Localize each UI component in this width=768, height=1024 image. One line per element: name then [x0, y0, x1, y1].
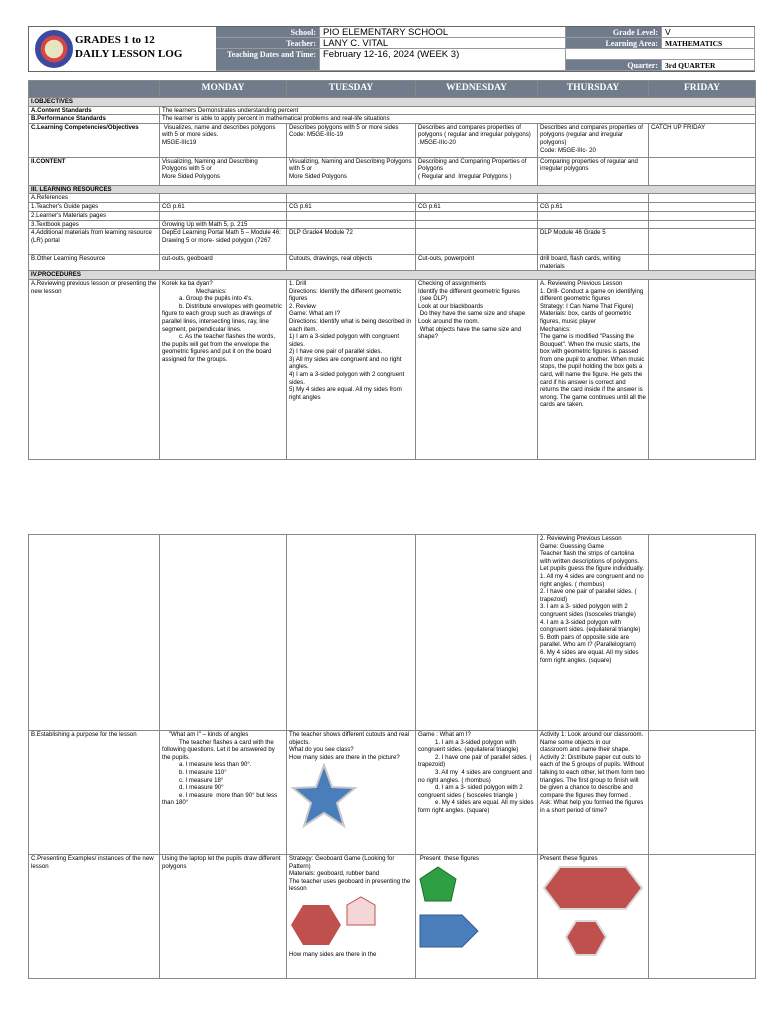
tb-friday [649, 220, 756, 229]
references-label: A.References [29, 194, 160, 203]
other-thursday: drill board, flash cards, writing materials [538, 255, 649, 271]
present-monday: Using the laptop let the pupils draw different polygons [160, 855, 287, 979]
tg-thursday: CG p.61 [538, 202, 649, 211]
review-cont-friday [649, 535, 756, 731]
grade-level-label: Grade Level: [566, 27, 662, 38]
learners-materials-label: 2.Learner's Materials pages [29, 211, 160, 220]
day-header-wednesday: WEDNESDAY [416, 81, 538, 98]
present-thursday-cell [538, 855, 649, 979]
lesson-table-page-2 [28, 534, 756, 979]
content-wednesday: Describing and Comparing Properties of Polygons ( Regular and Irregular Polygons ) [416, 157, 538, 185]
teacher-label: Teacher: [216, 38, 320, 49]
review-thursday: A. Reviewing Previous Lesson 1. Drill- Conduct a game on identifying different geometric figures Strategy: I Can Name That Figure) Materials: box, cards of geometric figures, music player Mechanics: The game is modified "Passing the Bouquet". When the music starts, the box with geometric figures is passed from one pupil to another. When music stops, the pupil holding the box gets a card, will name the figure. He gets the card if his answer is correct and returns the card inside if the answer is wrong. The game continues until all the cards are taken. [538, 279, 649, 459]
content-friday [649, 157, 756, 185]
header-info-grid [216, 27, 755, 71]
thursday-figures [540, 865, 646, 975]
review-cont-tuesday [287, 535, 416, 731]
day-header-thursday: THURSDAY [538, 81, 649, 98]
title-line-1: GRADES 1 to 12 [75, 34, 155, 46]
blue-arrow-pentagon-figure [420, 915, 478, 947]
lesson-log-header [28, 26, 755, 72]
review-friday [649, 279, 756, 459]
content-monday: Visualizing, Naming and Describing Polygons with 5 or More Sided Polygons [160, 157, 287, 185]
competency-monday: Visualizes, name and describes polygons with 5 or more sides. M5GE-IIIc19 [160, 123, 287, 157]
review-tuesday: 1. Drill Directions: Identify the different geometric figures 2. Review Game: What am I? Directions: Identify what is being described in each item. 1) I am a 3-sided polygon with congruent sides. 2) I have one pair of parallel sides. 3) All my sides are congruent and no right angles. 4) I am a 3-sided polygon with 2 congruent sides. 5) My 4 sides are equal. All my sides from right angles [287, 279, 416, 459]
present-thursday: Present these figures [540, 855, 598, 862]
section-objectives: I.OBJECTIVES [29, 98, 756, 107]
content-tuesday: Visualizing, Naming and Describing Polygons with 5 or More Sided Polygons [287, 157, 416, 185]
competency-friday: CATCH UP FRIDAY [649, 123, 756, 157]
content-label: II.CONTENT [29, 157, 160, 185]
school-label: School: [216, 27, 320, 38]
competency-tuesday: Describes polygons with 5 or more sides Code: M5GE-IIIc-19 [287, 123, 416, 157]
competency-wednesday: Describes and compares properties of polygons ( regular and irregular polygons) .M5GE-IIIc-20 [416, 123, 538, 157]
present-tuesday: Strategy: Geoboard Game (Looking for Pattern) Materials: geoboard, rubber band The teacher uses geoboard in presenting the lesson [289, 855, 411, 893]
tb-tuesday [287, 220, 416, 229]
document-title [75, 33, 182, 61]
section-learning-resources: III. LEARNING RESOURCES [29, 185, 756, 194]
day-header-friday: FRIDAY [649, 81, 756, 98]
page-2 [0, 532, 768, 1024]
wednesday-figures [418, 865, 488, 959]
content-standards-label: A.Content Standards [29, 106, 160, 115]
content-standards-value: The learners Demonstrates understanding percent [160, 106, 756, 115]
tg-tuesday: CG p.61 [287, 202, 416, 211]
review-cont-thursday: 2. Reviewing Previous Lesson Game: Guessing Game Teacher flash the strips of cartolina with written descriptions of polygons. Let pupils guess the figure individually. 1. All my 4 sides are congruent and no right angles. ( rhombus) 2. I have one pair of parallel sides. ( trapezoid) 3. I am a 3- sided polygon with 2 congruent sides (Isosceles triangle) 4. I am a 3-sided polygon with congruent sides. (equilateral triangle) 5. Both pairs of opposite side are parallel. Who am I? (Parallelogram) 6. My 4 sides are equal. All my sides form right angles. (square) [538, 535, 649, 731]
performance-standards-label: B.Performance Standards [29, 115, 160, 124]
present-friday [649, 855, 756, 979]
deped-seal-icon [35, 30, 73, 68]
tg-wednesday: CG p.61 [416, 202, 538, 211]
day-header-monday: MONDAY [160, 81, 287, 98]
green-pentagon-figure [420, 867, 456, 901]
tb-wednesday [416, 220, 538, 229]
present-wednesday-cell [416, 855, 538, 979]
presenting-label: C.Presenting Examples/ instances of the new lesson [29, 855, 160, 979]
geoboard-figures [289, 895, 385, 951]
purpose-tuesday-cell [287, 731, 416, 855]
grade-level-value: V [662, 27, 755, 38]
purpose-tuesday: The teacher shows different cutouts and real objects. What do you see class? How many sides are there in the picture? [289, 731, 410, 761]
competencies-label: C.Learning Competencies/Objectives [29, 123, 160, 157]
present-wednesday: Present these figures [418, 855, 479, 862]
teacher-value: LANY C. VITAL [320, 38, 566, 49]
review-monday: Korek ka ba dyan? Mechanics: a. Group the pupils into 4's. b. Distribute envelopes with geometric figure to each group such as drawings of parallel lines, intersecting lines, ray, line segment, perpendicular lines. c. As the teacher flashes the words, the pupils will get from the envelope the geometric figures and put it on the board assigned for the groups. [160, 279, 287, 459]
content-thursday: Comparing properties of regular and irregular polygons [538, 157, 649, 185]
review-cont-wednesday [416, 535, 538, 731]
red-hexagon-figure [291, 905, 341, 945]
review-label: A.Reviewing previous lesson or presenting the new lesson [29, 279, 160, 459]
other-tuesday: Cutouts, drawings, real objects [287, 255, 416, 271]
lesson-table-page-1 [28, 80, 756, 460]
add-tuesday: DLP Grade4 Module 72 [287, 229, 416, 255]
tg-monday: CG p.61 [160, 202, 287, 211]
present-tuesday-tail: How many sides are there in the [289, 950, 377, 958]
review-cont-monday [160, 535, 287, 731]
add-monday: DepEd Learning Portal Math 5 – Module 46: Drawing 5 or more- sided polygon (7267 [160, 229, 287, 255]
learning-area-label: Learning Area: [566, 38, 662, 49]
day-header-tuesday: TUESDAY [287, 81, 416, 98]
purpose-wednesday: Game : What am I? 1. I am a 3-sided polygon with congruent sides. (equilateral triangle) 2. I have one pair of parallel sides. ( trapezoid) 3. All my 4 sides are congruent and no right angles. ( rhombus) d. I am a 3- sided polygon with 2 congruent sides ( Isosceles triangle ) e. My 4 sides are equal. All my sides form right angles. (square) [416, 731, 538, 855]
competency-thursday: Describes and compares properties of polygons (regular and irregular polygons) Code: M5GE-IIIc- 20 [538, 123, 649, 157]
performance-standards-value: The learner is able to apply percent in mathematical problems and real-life situations [160, 115, 756, 124]
other-wednesday: Cut-outs, powerpoint [416, 255, 538, 271]
other-friday [649, 255, 756, 271]
blue-star-figure [289, 763, 359, 829]
tb-monday: Growing Up with Math 5, p. 215 [160, 220, 287, 229]
dates-label: Teaching Dates and Time: [216, 49, 320, 71]
quarter-label: Quarter: [566, 60, 662, 71]
red-small-hexagon-figure [566, 921, 606, 955]
pink-pentagon-figure [347, 897, 375, 925]
school-value: PIO ELEMENTARY SCHOOL [320, 27, 566, 38]
quarter-value: 3rd QUARTER [662, 60, 755, 71]
red-wide-hexagon-figure [544, 867, 642, 909]
tb-thursday [538, 220, 649, 229]
page-1 [0, 0, 768, 500]
review-wednesday: Checking of assignments Identify the different geometric figures (see DLP) Look at our blackboards Do they have the same size and shape Look around the room. What objects have the same size and shape? [416, 279, 538, 459]
title-line-2: DAILY LESSON LOG [75, 48, 183, 60]
purpose-friday [649, 731, 756, 855]
other-monday: cut-outs, geoboard [160, 255, 287, 271]
present-tuesday-cell [287, 855, 416, 979]
dates-value: February 12-16, 2024 (WEEK 3) [320, 49, 566, 71]
additional-materials-label: 4.Additional materials from learning resource (LR) portal [29, 229, 160, 255]
add-thursday: DLP Module 46 Grade 5 [538, 229, 649, 255]
tg-friday [649, 202, 756, 211]
section-procedures: IV.PROCEDURES [29, 271, 756, 280]
textbook-label: 3.Textbook pages [29, 220, 160, 229]
other-resource-label: B.Other Learning Resource [29, 255, 160, 271]
add-friday [649, 229, 756, 255]
blank-header-cell [29, 81, 160, 98]
add-wednesday [416, 229, 538, 255]
purpose-monday: "What am I" – kinds of angles The teacher flashes a card with the following questions. Let it be answered by the pupils. a. I measure less than 90°. b. I measure 110° c. I measure 18° d. I measure 90° e. I measure more than 90° but less than 180° [160, 731, 287, 855]
teachers-guide-label: 1.Teacher's Guide pages [29, 202, 160, 211]
learning-area-value: MATHEMATICS [662, 38, 755, 49]
purpose-thursday: Activity 1: Look around our classroom. Name some objects in our classroom and name their shape. Activity 2: Distribute paper cut outs to each of the 5 groups of pupils. Without talking to each other, let them form two triangles. The first group to finish will be given a chance to describe and compare the figures they formed . Ask: What help you formed the figures in a short period of time? [538, 731, 649, 855]
purpose-label: B.Establishing a purpose for the lesson [29, 731, 160, 855]
